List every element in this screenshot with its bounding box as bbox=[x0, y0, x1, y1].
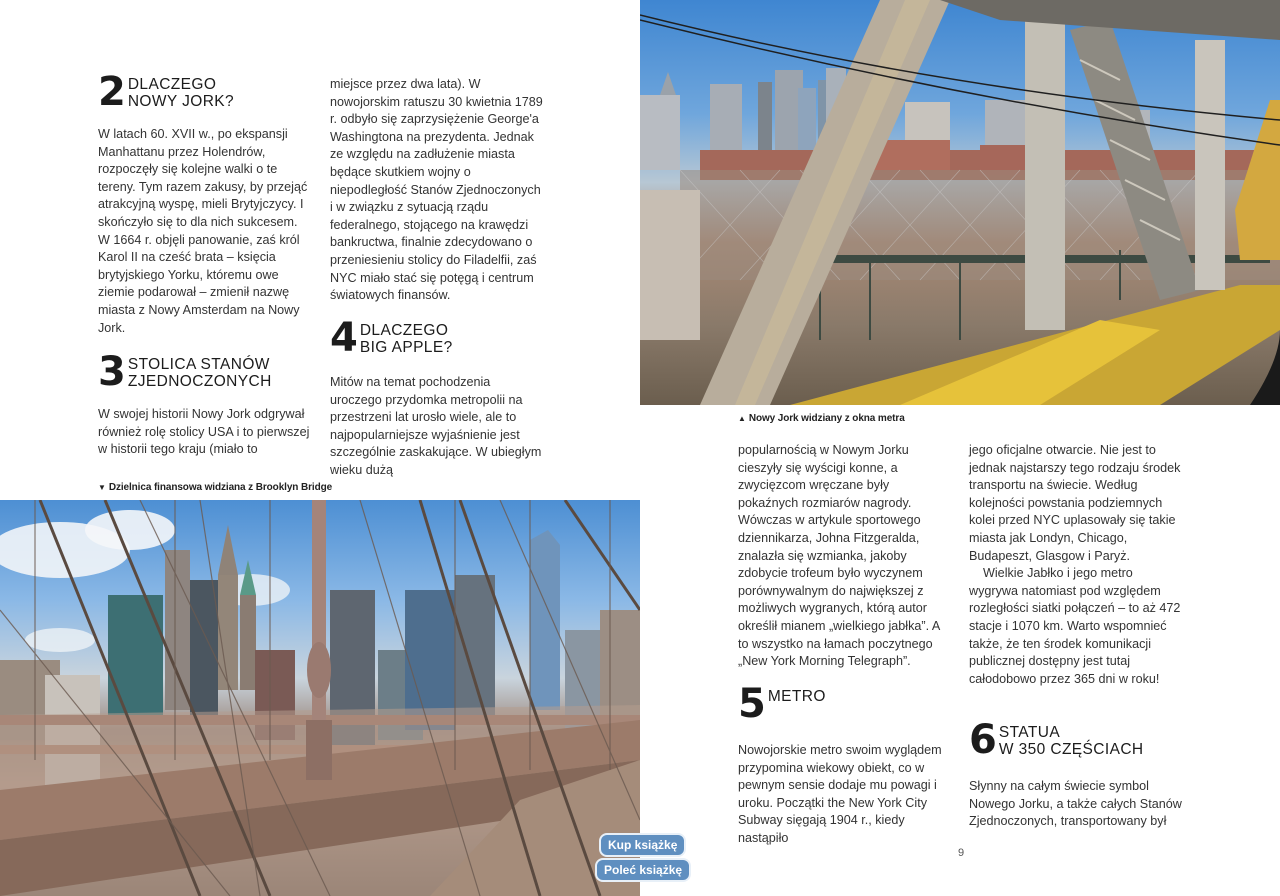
photo-caption: ▲ Nowy Jork widziany z okna metra bbox=[738, 413, 905, 424]
section-body: W latach 60. XVII w., po ekspansji Manhattanu przez Holendrów, rozpoczęły się kolejne walki o te tereny. Tym razem zakusy, by przejąć atrakcyjną wyspę, mieli Brytyjczycy. I skończyło się to dla nich sukcesem. W 1664 r. objęli panowanie, zaś król Karol II na cześć brata – księcia brytyjskiego Yorku, któremu owe ziemie podarował – zmienił nazwę miasta z Nowy Amsterdam na Nowy Jork. bbox=[98, 127, 308, 335]
section-body: Mitów na temat pochodzenia uroczego przydomka metropolii na przestrzeni lat urosło wiele, ale to najpopularniejsze wyjaśnienie jest szczególnie zaskakujące. W ubiegłym wieku dużą bbox=[330, 375, 542, 477]
paragraph: jego oficjalne otwarcie. Nie jest to jednak najstarszy tego rodzaju środek transportu na świecie. Według kolejności powstania podziemnych kolei przed NYC uplasowały się takie miasta jak Londyn, Chicago, Budapeszt, Glasgow i Paryż. bbox=[969, 443, 1181, 563]
section-title: STOLICA STANÓW ZJEDNOCZONYCH bbox=[127, 356, 272, 390]
subway-illustration bbox=[640, 0, 1280, 405]
column-text bbox=[969, 442, 1185, 688]
section-number: 4 bbox=[330, 315, 357, 361]
section-title: DLACZEGO NOWY JORK? bbox=[127, 76, 235, 110]
subway-window-photo bbox=[640, 0, 1280, 405]
caret-down-icon: ▼ bbox=[98, 483, 106, 492]
section-title: STATUA W 350 CZĘŚCIACH bbox=[998, 724, 1144, 758]
section-5 bbox=[738, 681, 952, 848]
section-3 bbox=[98, 349, 312, 459]
section-number: 2 bbox=[98, 69, 125, 115]
brooklyn-bridge-photo bbox=[0, 500, 640, 896]
section-number: 6 bbox=[969, 717, 996, 763]
section-6 bbox=[969, 717, 1185, 831]
caret-up-icon: ▲ bbox=[738, 414, 746, 423]
section-title: METRO bbox=[767, 688, 826, 705]
section-title: DLACZEGO BIG APPLE? bbox=[359, 322, 453, 356]
section-2 bbox=[98, 69, 312, 337]
recommend-book-button[interactable]: Poleć książkę bbox=[595, 858, 691, 882]
column-continued-text: miejsce przez dwa lata). W nowojorskim ratuszu 30 kwietnia 1789 r. odbyło się zaprzysiężenie George'a Washingtona na prezydenta. Jednak ze względu na zadłużenie miasta będące skutkiem wojny o niepodległość Stanów Zjednoczonych i w związku z sytuacją rządu federalnego, stojącego na krawędzi bankructwa, finalnie zdecydowano o przeniesieniu stolicy do Filadelfii, zaś NYC miało stać się potęgą i centrum światowych finansów. bbox=[330, 77, 543, 303]
section-body: Słynny na całym świecie symbol Nowego Jorku, a także całych Stanów Zjednoczonych, transportowany był bbox=[969, 779, 1182, 829]
photo-caption: ▼ Dzielnica finansowa widziana z Brooklyn Bridge bbox=[98, 482, 333, 493]
section-body: W swojej historii Nowy Jork odgrywał również rolę stolicy USA i to pierwszej w historii tego kraju (miało to bbox=[98, 407, 310, 457]
column-continued-text: popularnością w Nowym Jorku cieszyły się wyścigi konne, a zwycięzcom wręczane były pokaźnych rozmiarów nagrody. Wówczas w artykule sportowego dziennikarza, Johna Fitzgeralda, znalazła się wzmianka, jakoby zdobycie trofeum było wyczynem porównywalnym do największej z możliwych wygranych, którą autor określił mianem „wielkiego jabłka”. A to wszystko na łamach poczytnego „New York Morning Telegraph”. bbox=[738, 443, 940, 669]
section-number: 3 bbox=[98, 349, 125, 395]
paragraph: Wielkie Jabłko i jego metro wygrywa natomiast pod względem rozległości siatki połączeń – to aż 472 stacje i 1070 km. Warto wspomnieć także, że ten środek komunikacji publicznej dostępny jest tutaj całodobowo przez 365 dni w roku! bbox=[969, 566, 1181, 686]
buy-book-button[interactable]: Kup książkę bbox=[599, 833, 686, 857]
section-number: 5 bbox=[738, 681, 765, 727]
page-number: 9 bbox=[958, 847, 965, 859]
section-4 bbox=[330, 315, 544, 480]
right-page bbox=[640, 0, 1280, 896]
section-body: Nowojorskie metro swoim wyglądem przypomina wiekowy obiekt, co w pewnym sensie dodaje mu powagi i uroku. Początki the New York City Subway sięgają 1904 r., kiedy nastąpiło bbox=[738, 743, 942, 845]
bridge-illustration bbox=[0, 500, 640, 896]
